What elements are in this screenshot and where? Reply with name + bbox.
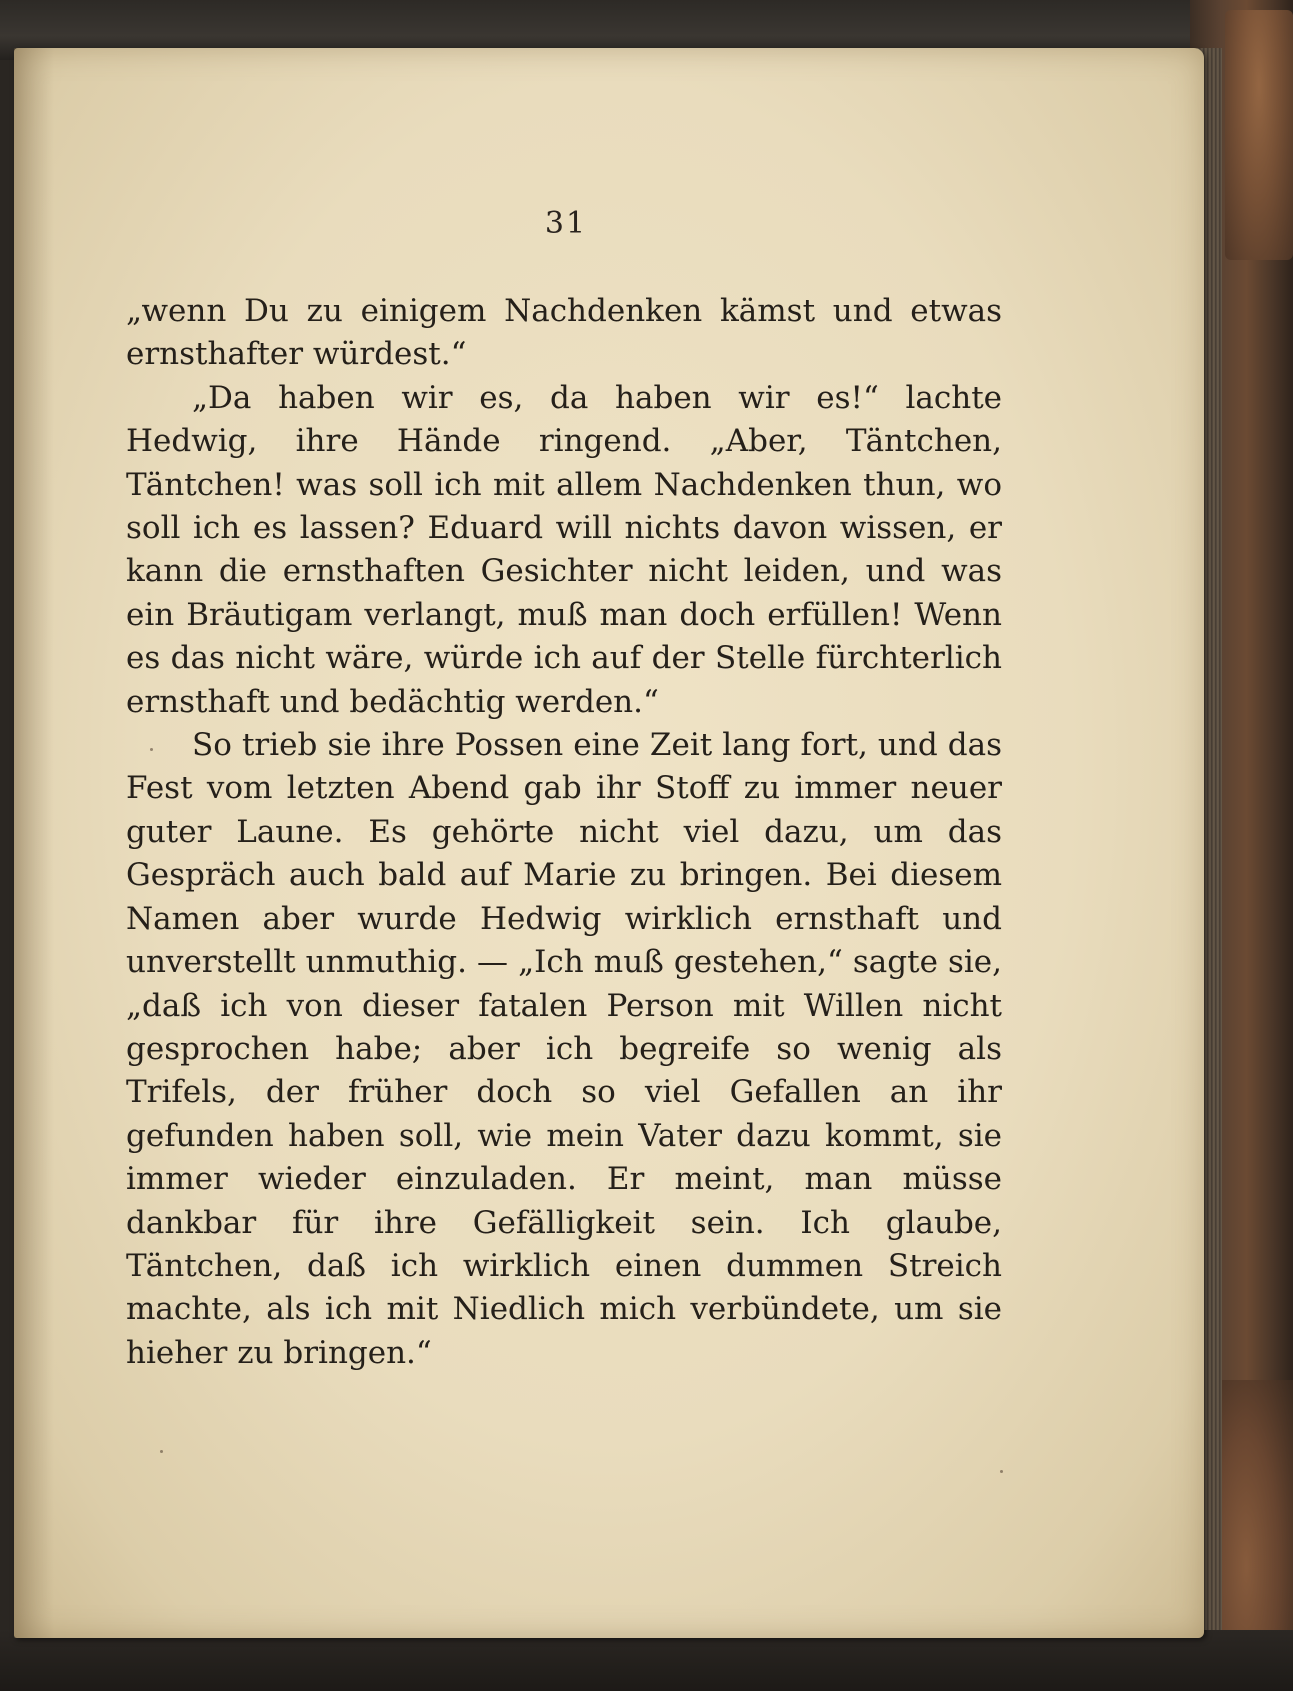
- page-number: 31: [544, 206, 588, 241]
- paragraph-1: „wenn Du zu einigem Nachdenken kämst und etwas ernsthafter würdest.“: [126, 293, 1002, 373]
- body-text: [126, 290, 1002, 1375]
- paper-speck: [160, 1450, 163, 1453]
- cover-corner-top: [1225, 10, 1293, 260]
- paper-speck: [1000, 1470, 1003, 1473]
- paragraph-2: „Da haben wir es, da haben wir es!“ lachte Hedwig, ihre Hände ringend. „Aber, Täntchen, Täntchen! was soll ich mit allem Nachdenken thun, wo soll ich es lassen? Eduard will nichts davon wissen, er kann die ernsthaften Gesichter nicht leiden, und was ein Bräutigam verlangt, muß man doch erfüllen! Wenn es das nicht wäre, würde ich auf der Stelle fürchterlich ernsthaft und bedächtig werden.“: [126, 379, 1002, 720]
- binding-bottom-edge: [0, 1630, 1293, 1691]
- paper-speck: [150, 748, 153, 751]
- paragraph-3: So trieb sie ihre Possen eine Zeit lang fort, und das Fest vom letzten Abend gab ihr Stoff zu immer neuer guter Laune. Es gehörte nicht viel dazu, um das Gespräch auch bald auf Marie zu bringen. Bei diesem Namen aber wurde Hedwig wirklich ernsthaft und unverstellt unmuthig. — „Ich muß gestehen,“ sagte sie, „daß ich von dieser fatalen Person mit Willen nicht gesprochen habe; aber ich begreife so wenig als Trifels, der früher doch so viel Gefallen an ihr gefunden haben soll, wie mein Vater dazu kommt, sie immer wieder einzuladen. Er meint, man müsse dankbar für ihre Gefälligkeit sein. Ich glaube, Täntchen, daß ich wirklich einen dummen Streich machte, als ich mit Niedlich mich verbündete, um sie hieher zu bringen.“: [126, 727, 1002, 1371]
- gutter-shadow: [14, 48, 54, 1638]
